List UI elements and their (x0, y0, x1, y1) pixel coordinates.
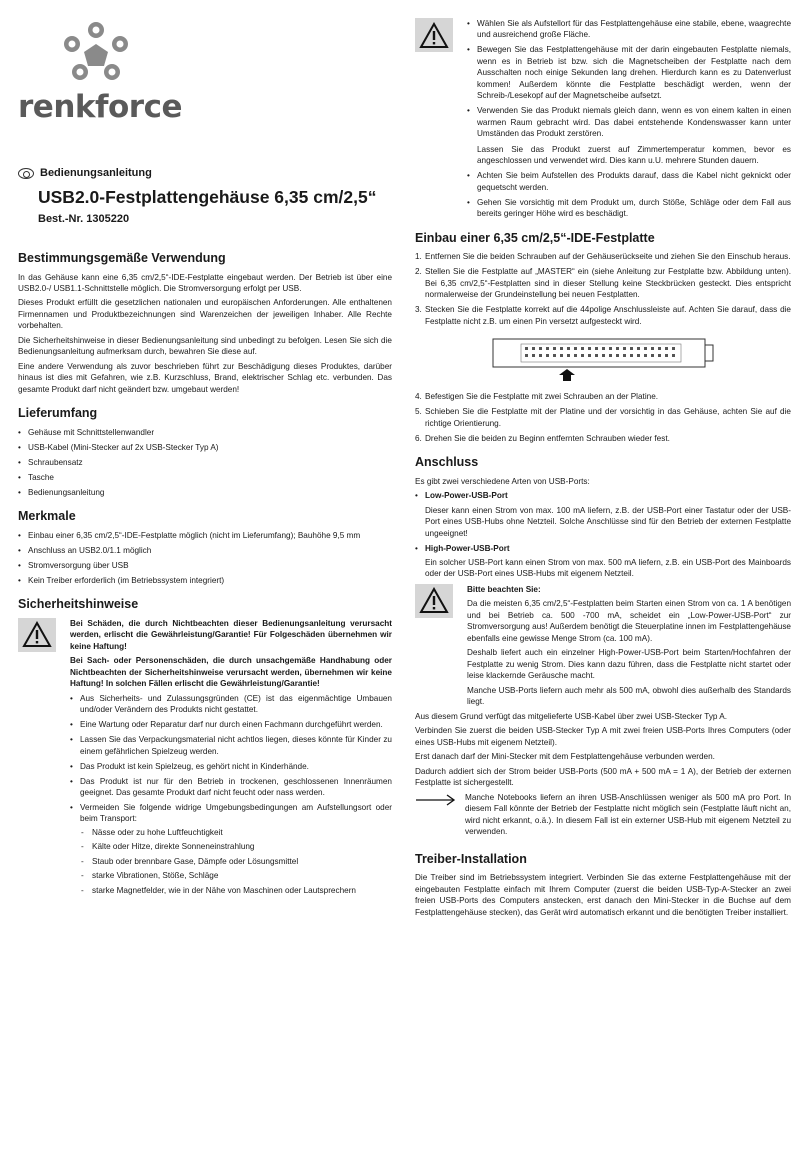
connector-pin (595, 347, 598, 350)
list-item (415, 490, 791, 539)
list-item: • Lassen Sie das Verpackungsmaterial nicht achtlos liegen, dieses könnte für Kinder zu einem gefährlichen Spielzeug werden. (70, 734, 392, 757)
paragraph: Aus diesem Grund verfügt das mitgelieferte USB-Kabel über zwei USB-Stecker Typ A. (415, 711, 728, 721)
connector-pin (637, 347, 640, 350)
safety-continued (415, 18, 791, 220)
sub-item: - Staub oder brennbare Gase, Dämpfe oder Lösungsmittel (80, 856, 392, 867)
step-item (415, 266, 791, 300)
connector-pin (553, 347, 556, 350)
step-item (415, 391, 791, 402)
warning-icon (18, 618, 56, 652)
connector-pin (665, 347, 668, 350)
list-item: • Anschluss an USB2.0/1.1 möglich (18, 545, 392, 556)
connector-pin (672, 347, 675, 350)
connector-pin (539, 354, 542, 357)
page-title: USB2.0-Festplattengehäuse 6,35 cm/2,5“ (38, 187, 377, 207)
connector-pin (560, 354, 563, 357)
paragraph: Erst danach darf der Mini-Stecker mit dem Festplattengehäuse verbunden werden. (415, 752, 715, 762)
port-type-title: High-Power-USB-Port (425, 543, 510, 553)
section-heading: Lieferumfang (18, 406, 98, 421)
paragraph: Verbinden Sie zuerst die beiden USB-Stecker Typ A mit zwei freien USB-Ports Ihres Computers (oder eines USB-Hubs mit eigenem Netzteil). (415, 726, 791, 747)
list-item (415, 543, 791, 580)
connector-pin (539, 347, 542, 350)
connector-pin (672, 354, 675, 357)
connector-pin (532, 354, 535, 357)
connector-pin (567, 347, 570, 350)
list-item-text: Verwenden Sie das Produkt niemals gleich dann, wenn es von einem kalten in einen warmen Raum gebracht wird. Das dabei entstehende Kondenswasser kann unter Umständen das Produkt zerstören. (477, 106, 791, 139)
install-steps-continued (415, 391, 791, 444)
step-number: 5. (415, 407, 422, 417)
step-number: 3. (415, 305, 422, 315)
paragraph: Es gibt zwei verschiedene Arten von USB-Ports: (415, 476, 590, 486)
doc-kind (18, 166, 152, 181)
connector-pin (630, 354, 633, 357)
connector-pin (525, 347, 528, 350)
step-text: Schieben Sie die Festplatte mit der Platine und der vorsichtig in das Gehäuse, achten Sie auf die richtige Orientierung. (425, 407, 791, 428)
step-text: Drehen Sie die beiden zu Beginn entfernten Schrauben wieder fest. (425, 433, 670, 443)
connector-pin (546, 347, 549, 350)
connector-pin (665, 354, 668, 357)
list-item: • USB-Kabel (Mini-Stecker auf 2x USB-Stecker Typ A) (18, 442, 392, 453)
warning-icon (415, 18, 453, 52)
safety-list (70, 693, 392, 897)
connector-diagram (491, 335, 715, 383)
sub-item: - Nässe oder zu hohe Luftfeuchtigkeit (80, 827, 392, 838)
safety-list (467, 18, 791, 220)
step-number: 2. (415, 267, 422, 277)
paragraph: Die Treiber sind im Betriebssystem integriert. Verbinden Sie das externe Festplattengehäuse mit der eingebauten Festplatte einfach mit Ihrem Computer (zuerst die beiden USB-Typ-A-Stecker an zwei freien USB-Ports des Computers anstecken, erst danach den Mini-Stecker in die Buchse auf dem Festplattengehäuse stecken), das Gerät wird automatisch erkannt und die benötigten Treiber installiert. (415, 873, 791, 917)
port-type-title: Low-Power-USB-Port (425, 491, 508, 501)
condition-list (80, 827, 392, 896)
list-item: • Aus Sicherheits- und Zulassungsgründen (CE) ist das eigenmächtige Umbauen und/oder Verändern des Produkts nicht gestattet. (70, 693, 392, 716)
safety-block (18, 618, 392, 897)
connector-pin (623, 354, 626, 357)
note-paragraph: Manche USB-Ports liefern auch mehr als 500 mA, obwohl dies außerhalb des Standards liegt. (467, 685, 791, 707)
step-text: Stellen Sie die Festplatte auf „MASTER“ ein (siehe Anleitung zur Festplatte bzw. Abbildung unten). Bei 6,35 cm/2,5“-Festplatten sind in dieser Stellung keine Steckbrücken gesteckt. Dies entspricht normalerweise der Grundeinstellung bei neuen Festplatten. (425, 267, 791, 300)
connector-pin (623, 347, 626, 350)
list-item: • Bedienungsanleitung (18, 487, 392, 498)
connector-pin (602, 354, 605, 357)
brand-name: renkforce (18, 89, 182, 125)
list-item: • Einbau einer 6,35 cm/2,5“-IDE-Festplatte möglich (nicht im Lieferumfang); Bauhöhe 9,5 mm (18, 530, 392, 541)
paragraph: Die Sicherheitshinweise in dieser Bedienungsanleitung sind unbedingt zu befolgen. Lesen Sie sich die Bedienungsanleitung aufmerksam durch, bewahren Sie diese auf. (18, 335, 392, 357)
connector-pin (644, 347, 647, 350)
list-item: • Schraubensatz (18, 457, 392, 468)
section-heading: Treiber-Installation (415, 851, 527, 866)
section-heading: Anschluss (415, 455, 479, 470)
connector-pin (560, 347, 563, 350)
connector-pin (602, 347, 605, 350)
list-item: • Gehäuse mit Schnittstellenwandler (18, 427, 392, 438)
arrow-right-icon (415, 794, 457, 806)
connector-pin (644, 354, 647, 357)
connector-pin (553, 354, 556, 357)
list-item: • Das Produkt ist kein Spielzeug, es gehört nicht in Kinderhände. (70, 761, 392, 772)
connector-pin (658, 354, 661, 357)
note-paragraph: Manche Notebooks liefern an ihren USB-Anschlüssen weniger als 500 mA pro Port. In diesem Fall könnte der Betrieb der Festplatte nicht möglich sein (Festplatte läuft nicht an, wird nicht erkannt, o.ä.). In diesem Fall ist ein externer USB-Hub mit eigenem Netzteil zu verwenden. (465, 792, 791, 837)
list-item: • Stromversorgung über USB (18, 560, 392, 571)
connector-pin (567, 354, 570, 357)
connector-pin (546, 354, 549, 357)
connector-pin (609, 347, 612, 350)
section-heading: Einbau einer 6,35 cm/2,5“-IDE-Festplatte (415, 230, 655, 245)
connector-pin (574, 347, 577, 350)
connector-pin (581, 347, 584, 350)
note-paragraph: Da die meisten 6,35 cm/2,5“-Festplatten beim Starten einen Strom von ca. 1 A benötigen und bei Betrieb ca. 500 -700 mA, scheidet ein „Low-Power-USB-Port“ zur Stromversorgung aus! Außerdem benötigt die Steuerplatine innen im Festplattengehäuse ebenfalls eine gewisse Menge Strom (ca. 100 mA). (467, 599, 791, 643)
section-heading: Bestimmungsgemäße Verwendung (18, 251, 226, 265)
paragraph: Eine andere Verwendung als zuvor beschrieben führt zur Beschädigung dieses Produktes, darüber hinaus ist dies mit Gefahren, wie z.B. Kurzschluss, Brand, elektrischer Schlag etc. verbunden. Das gesamte Produkt darf nicht geändert bzw. umgebaut werden! (18, 361, 392, 394)
section-heading: Sicherheitshinweise (18, 597, 139, 612)
step-number: 1. (415, 252, 422, 262)
connector-pin (630, 347, 633, 350)
list-item: • Kein Treiber erforderlich (im Betriebssystem integriert) (18, 575, 392, 586)
warning-icon (415, 584, 453, 618)
warning-text: Bei Sach- oder Personenschäden, die durch unsachgemäße Handhabung oder Nichtbeachten der Sicherheitshinweise verursacht werden, übernehmen wir keine Haftung! In solchen Fällen erlischt die Gewährleistung/Garantie! (70, 656, 392, 689)
install-steps (415, 251, 791, 327)
list-item-text: Vermeiden Sie folgende widrige Umgebungsbedingungen am Aufstellungsort oder beim Transport: (80, 802, 392, 824)
step-item (415, 406, 791, 429)
note-paragraph: Deshalb liefert auch ein einzelner High-Power-USB-Port beim Starten/Hochfahren der Festplatte zu wenig Strom. Dies kann dazu führen, dass die Festplatte nicht startet oder leise klackernde Geräusche macht. (467, 648, 791, 681)
connector-pin (616, 347, 619, 350)
connector-pin (651, 347, 654, 350)
sub-item: - starke Magnetfelder, wie in der Nähe von Maschinen oder Lautsprechern (80, 885, 392, 896)
paragraph: Dadurch addiert sich der Strom beider USB-Ports (500 mA + 500 mA = 1 A), der Betrieb der externen Festplatte ist sichergestellt. (415, 766, 791, 788)
list-item: • Tasche (18, 472, 392, 483)
list-item-note: Lassen Sie das Produkt zuerst auf Zimmertemperatur kommen, bevor es angeschlossen und verwendet wird. Dies kann u.U. mehrere Stunden dauern. (477, 144, 791, 166)
list-item: • Bewegen Sie das Festplattengehäuse mit der darin eingebauten Festplatte niemals, wenn es in Betrieb ist bzw. sich die Magnetscheiben der Festplatte nach dem Ausschalten noch einige Sekunden lang drehen. Hierdurch kann es zu Datenverlust kommen! Außerdem könnte die Festplatte beschädigt werden, wenn der Schreib-/Lesekopf auf der Magnetscheibe aufsetzt. (467, 44, 791, 101)
paragraph: In das Gehäuse kann eine 6,35 cm/2,5“-IDE-Festplatte eingebaut werden. Der Betrieb ist über eine USB2.0-/ USB1.1-Schnittstelle möglich. Die Stromversorgung erfolgt per USB. (18, 272, 392, 293)
ide-connector-icon (491, 335, 715, 383)
step-number: 4. (415, 392, 422, 402)
connector-pin (658, 347, 661, 350)
brand-logo (18, 20, 182, 130)
step-item (415, 251, 791, 262)
section-heading: Merkmale (18, 509, 76, 524)
list-item: • Wählen Sie als Aufstellort für das Festplattengehäuse eine stabile, ebene, waagrechte und ausreichend große Fläche. (467, 18, 791, 41)
renkforce-logo-icon (56, 20, 136, 86)
port-type-text: Ein solcher USB-Port kann einen Strom von max. 500 mA liefern, z.B. ein USB-Port des Mainboards oder der USB-Port eines USB-Hubs mit eigenem Netzteil. (425, 558, 791, 579)
features-list (18, 530, 392, 586)
step-item (415, 304, 791, 327)
right-column (415, 18, 791, 921)
connector-pin (637, 354, 640, 357)
list-item: • Das Produkt ist nur für den Betrieb in trockenen, geschlossenen Innenräumen geeignet. Das gesamte Produkt darf nicht feucht oder nass werden. (70, 776, 392, 799)
list-item: • Gehen Sie vorsichtig mit dem Produkt um, durch Stöße, Schläge oder dem Fall aus bereits geringer Höhe wird es beschädigt. (467, 197, 791, 220)
connector-pin (532, 347, 535, 350)
doc-kind-label: Bedienungsanleitung (40, 167, 152, 179)
sub-item: - Kälte oder Hitze, direkte Sonneneinstrahlung (80, 841, 392, 852)
notebook-note (415, 792, 791, 841)
list-item (70, 802, 392, 896)
list-item: • Eine Wartung oder Reparatur darf nur durch einen Fachmann durchgeführt werden. (70, 719, 392, 730)
paragraph: Dieses Produkt erfüllt die gesetzlichen nationalen und europäischen Anforderungen. Alle enthaltenen Firmennamen und Produktbezeichnungen sind Warenzeichen der jeweiligen Inhaber. Alle Rechte vorbehalten. (18, 298, 392, 331)
port-type-text: Dieser kann einen Strom von max. 100 mA liefern, z.B. der USB-Port einer Tastatur oder der USB-Port eines USB-Hubs ohne Netzteil. Solche Anschlüsse sind für den Betrieb der externen Festplatte ungeeignet! (425, 505, 791, 538)
connector-pin (616, 354, 619, 357)
left-column (18, 250, 392, 900)
eye-icon (18, 168, 34, 179)
connector-pin (609, 354, 612, 357)
list-item: • Achten Sie beim Aufstellen des Produkts darauf, dass die Kabel nicht geknickt oder gequetscht werden. (467, 170, 791, 193)
list-item (467, 105, 791, 166)
step-item (415, 433, 791, 444)
warning-text: Bei Schäden, die durch Nichtbeachten dieser Bedienungsanleitung verursacht werden, erlischt die Gewährleistung/Garantie! Für Folgeschäden übernehmen wir keine Haftung! (70, 618, 392, 651)
connector-pin (588, 354, 591, 357)
delivery-list (18, 427, 392, 498)
connector-pin (588, 347, 591, 350)
sub-item: - starke Vibrationen, Stöße, Schläge (80, 870, 392, 881)
connector-pin (525, 354, 528, 357)
connector-pin (581, 354, 584, 357)
note-title: Bitte beachten Sie: (467, 584, 541, 594)
connector-pin (574, 354, 577, 357)
connector-pin (651, 354, 654, 357)
note-block (415, 584, 791, 708)
step-number: 6. (415, 433, 422, 443)
port-types-list (415, 490, 791, 580)
order-number: Best.-Nr. 1305220 (38, 213, 130, 225)
step-text: Stecken Sie die Festplatte korrekt auf die 44polige Anschlussleiste auf. Achten Sie darauf, dass die Festplatte nicht z.B. um einen Pin versetzt aufgesteckt wird. (425, 305, 791, 326)
step-text: Befestigen Sie die Festplatte mit zwei Schrauben an der Platine. (425, 392, 659, 402)
step-text: Entfernen Sie die beiden Schrauben auf der Gehäuserückseite und ziehen Sie den Einschub heraus. (425, 252, 791, 262)
connector-pin (595, 354, 598, 357)
